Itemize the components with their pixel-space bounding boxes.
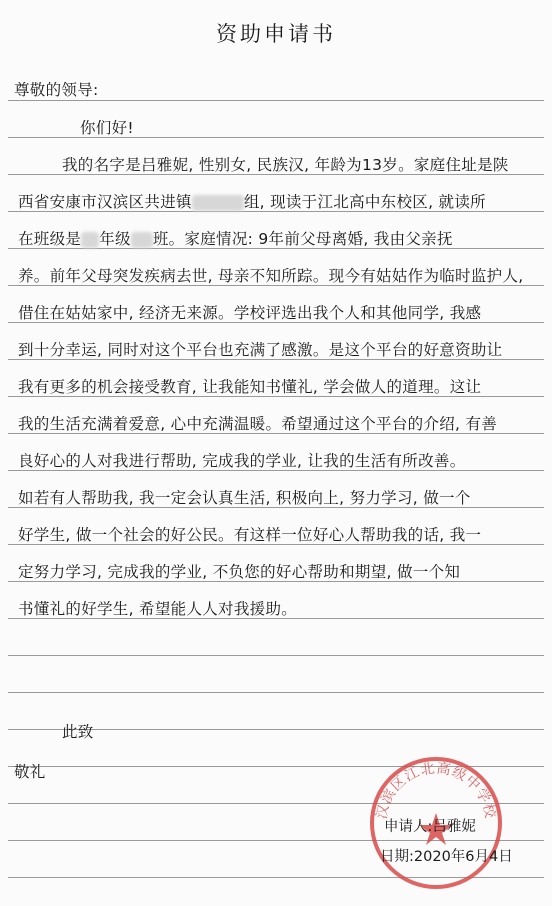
body-line-segment: 年级	[99, 230, 131, 248]
body-line: 养。前年父母突发疾病去世, 母亲不知所踪。现今有姑姑作为临时监护人,	[18, 267, 524, 285]
date-line	[380, 842, 544, 872]
signature-line	[384, 812, 544, 842]
redacted-grade	[81, 232, 99, 248]
closing-text: 此致	[62, 723, 94, 741]
body-line: 我的生活充满着爱意, 心中充满温暖。希望通过这个平台的介绍, 有善	[18, 415, 498, 433]
body-line: 借住在姑姑家中, 经济无来源。学校评选出我个人和其他同学, 我感	[18, 304, 482, 322]
regards-text: 敬礼	[14, 763, 46, 781]
date-label: 日期:	[380, 849, 414, 865]
redacted-class	[131, 232, 153, 248]
body-line-segment: 组, 现读于江北高中东校区, 就读所	[243, 193, 486, 211]
body-line	[18, 190, 548, 212]
body-line: 定努力学习, 完成我的学业, 不负您的好心帮助和期望, 做一个知	[18, 563, 461, 581]
body-line: 良好心的人对我进行帮助, 完成我的学业, 让我的生活有所改善。	[18, 452, 466, 470]
body-line-segment: 西省安康市汉滨区共进镇	[18, 193, 192, 211]
body-line: 我的名字是吕雅妮, 性别女, 民族汉, 年龄为13岁。家庭住址是陕	[62, 156, 509, 174]
body-line-segment: 在班级是	[18, 230, 82, 248]
signature-label: 申请人:	[384, 819, 433, 835]
body-line-segment: 班。家庭情况: 9年前父母离婚, 我由父亲抚	[152, 230, 453, 248]
date-value: 2020年6月4日	[413, 849, 513, 865]
ruled-line	[8, 692, 544, 693]
body-line: 我有更多的机会接受教育, 让我能知书懂礼, 学会做人的道理。这让	[18, 378, 482, 396]
svg-text:汉滨区江北高级中学校: 汉滨区江北高级中学校	[373, 760, 499, 821]
body-line: 书懂礼的好学生, 希望能人人对我援助。	[18, 600, 298, 618]
ruled-line	[8, 655, 544, 656]
salutation: 尊敬的领导:	[14, 81, 99, 99]
ruled-line	[8, 100, 544, 101]
body-line: 好学生, 做一个社会的好公民。有这样一位好心人帮助我的话, 我一	[18, 526, 482, 544]
signature-name: 吕雅妮	[432, 819, 476, 835]
greeting: 你们好!	[80, 119, 134, 137]
signature-block	[380, 812, 544, 872]
letter-title: 资助申请书	[216, 22, 336, 46]
body-line	[18, 227, 548, 249]
body-line: 如若有人帮助我, 我一定会认真生活, 积极向上, 努力学习, 做一个	[18, 489, 471, 507]
redacted-village	[192, 195, 244, 211]
body-line: 到十分幸运, 同时对这个平台也充满了感激。是这个平台的好意资助让	[18, 341, 503, 359]
